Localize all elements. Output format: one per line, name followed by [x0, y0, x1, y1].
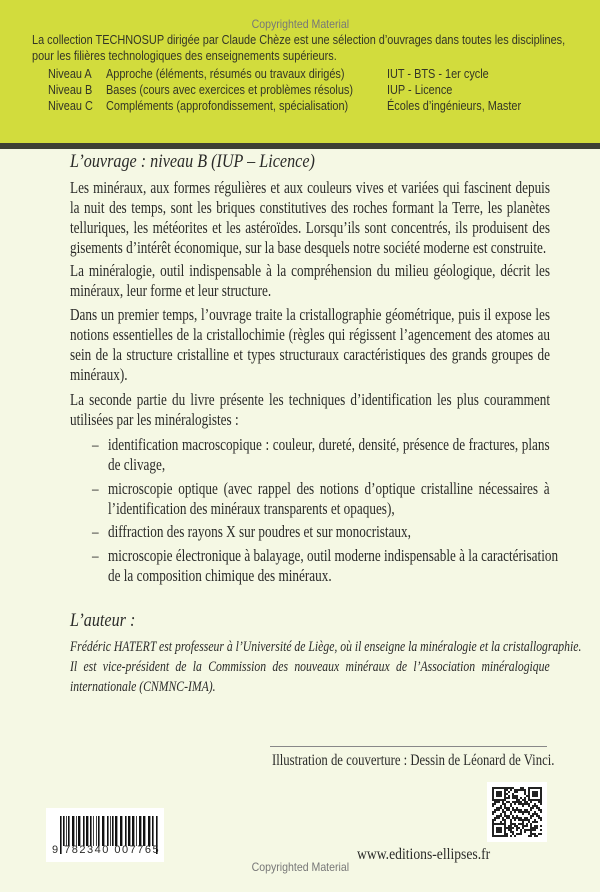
level-description: Approche (éléments, résumés ou travaux dirigés) — [106, 66, 345, 81]
level-audience: IUT - BTS - 1er cycle — [387, 66, 489, 81]
paragraph-line: gisements d’intérêt économique, sur la base desquels notre société moderne est construite. — [70, 238, 547, 257]
paragraph-line: minéraux). — [70, 365, 128, 384]
bullet-line: diffraction des rayons X sur poudres et sur monocristaux, — [108, 522, 411, 541]
author-heading: L’auteur : — [70, 610, 136, 631]
paragraph-line: la nuit des temps, sont les briques constitutives des roches formant la Terre, les planètes — [70, 198, 550, 217]
paragraph-line: utilisées par les minéralogistes : — [70, 410, 239, 429]
bullet-marker: – — [92, 546, 99, 565]
publisher-url[interactable]: www.editions-ellipses.fr — [357, 846, 491, 863]
level-description: Compléments (approfondissement, spécialisation) — [106, 98, 349, 113]
paragraph-line: telluriques, les météorites et les astéroïdes. Lorsqu’ils sont concentrés, ils produisent des — [70, 218, 550, 237]
bullet-line: l’identification des minéraux transparents et opaques), — [108, 499, 395, 518]
bullet-marker: – — [92, 435, 99, 454]
qr-code[interactable] — [487, 782, 547, 842]
series-intro: La collection TECHNOSUP dirigée par Claude Chèze est une sélection d’ouvrages dans toutes les disciplines, — [32, 32, 566, 47]
level-description: Bases (cours avec exercices et problèmes résolus) — [106, 82, 354, 97]
credit-rule — [270, 746, 547, 747]
bullet-line: microscopie électronique à balayage, outil moderne indispensable à la caractérisation — [108, 546, 559, 565]
level-name: Niveau B — [48, 82, 93, 97]
book-heading: L’ouvrage : niveau B (IUP – Licence) — [70, 151, 315, 172]
bullet-line: de clivage, — [108, 455, 166, 474]
author-bio-line: Frédéric HATERT est professeur à l’Université de Liège, où il enseigne la minéralogie et la cristallographie. — [70, 639, 582, 655]
paragraph-line: Dans un premier temps, l’ouvrage traite la cristallographie géométrique, puis il expose les — [70, 305, 550, 324]
level-audience: Écoles d’ingénieurs, Master — [387, 98, 522, 113]
author-bio-line: internationale (CNMNC-IMA). — [70, 679, 216, 695]
paragraph-line: La seconde partie du livre présente les techniques d’identification les plus couramment — [70, 390, 550, 409]
bullet-marker: – — [92, 522, 99, 541]
cover-credit: Illustration de couverture : Dessin de Léonard de Vinci. — [272, 752, 555, 769]
paragraph-line: notions essentielles de la cristallochimie (règles qui régissent l’agencement des atomes au — [70, 325, 550, 344]
level-name: Niveau C — [48, 98, 93, 113]
barcode — [46, 808, 164, 862]
author-bio-line: Il est vice-président de la Commission des nouveaux minéraux de l’Association minéralogique — [70, 659, 550, 675]
bullet-line: de la composition chimique des minéraux. — [108, 566, 332, 585]
bullet-line: microscopie optique (avec rappel des notions d’optique cristalline nécessaires à — [108, 479, 550, 498]
paragraph-line: La minéralogie, outil indispensable à la compréhension du milieu géologique, décrit les — [70, 261, 550, 280]
watermark-bottom: Copyrighted Material — [251, 860, 350, 874]
bullet-marker: – — [92, 479, 99, 498]
bullet-line: identification macroscopique : couleur, dureté, densité, présence de fractures, plans — [108, 435, 550, 454]
divider — [0, 143, 600, 149]
paragraph-line: sein de la structure cristalline et types structuraux caractéristiques des grands groupes de — [70, 345, 550, 364]
paragraph-line: minéraux, leur forme et leur structure. — [70, 281, 272, 300]
level-audience: IUP - Licence — [387, 82, 453, 97]
qr-code-icon — [492, 787, 542, 837]
level-name: Niveau A — [48, 66, 92, 81]
watermark-top: Copyrighted Material — [251, 17, 350, 31]
paragraph-line: Les minéraux, aux formes régulières et aux couleurs vives et variées qui fascinent depuis — [70, 178, 550, 197]
series-intro: pour les filières technologiques des enseignements supérieurs. — [32, 48, 337, 63]
isbn: 9 782340 007765 — [52, 844, 161, 856]
